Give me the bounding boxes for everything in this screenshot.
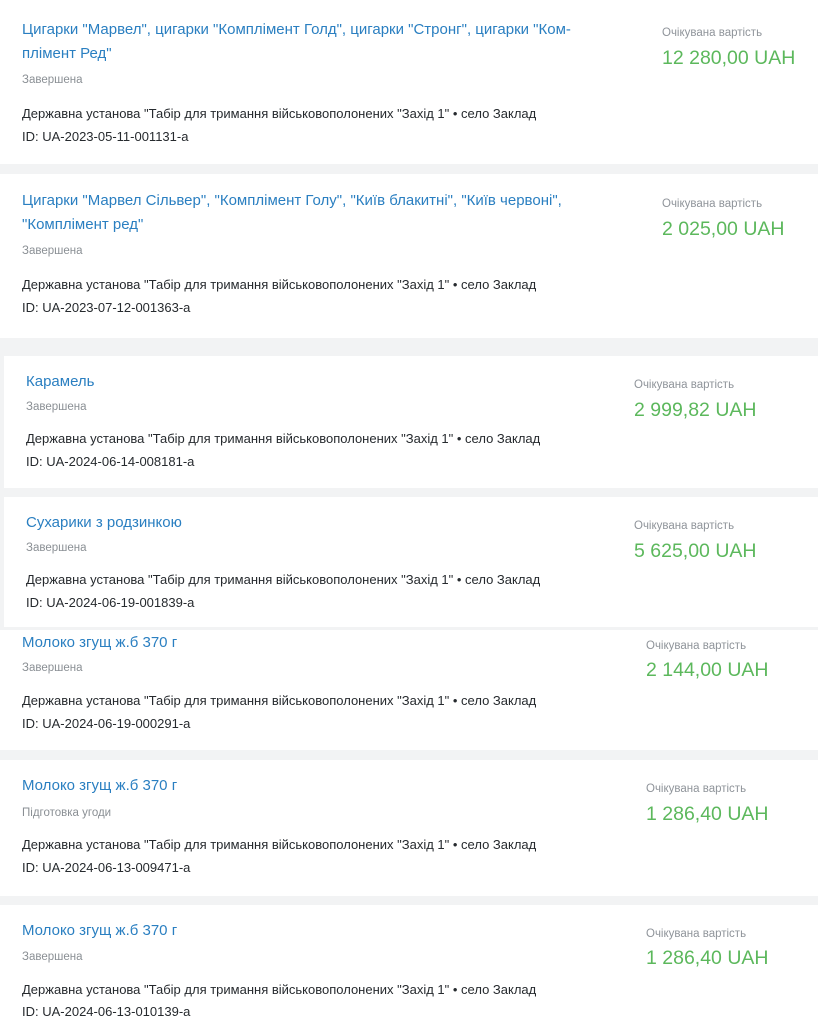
expected-price-label: Очікувана вартість [646, 783, 747, 795]
expected-price: 1 286,40 UAH [646, 803, 769, 825]
tender-card[interactable] [0, 905, 818, 1024]
tender-status: Завершена [22, 245, 83, 257]
tender-card[interactable] [0, 630, 818, 750]
tender-title-link[interactable]: Цигарки "Марвел Сільвер", "Комплімент Голу", "Київ блакитні", "Київ червоні", "Комплімент ред" [22, 192, 562, 233]
tender-id: ID: UA-2024-06-13-009471-a [22, 860, 191, 875]
tender-card[interactable] [4, 497, 818, 627]
tender-organization: Державна установа "Табір для тримання військовополонених "Захід 1" • село Заклад [26, 572, 541, 587]
tender-id: ID: UA-2023-07-12-001363-a [22, 300, 191, 315]
expected-price: 2 144,00 UAH [646, 659, 769, 681]
expected-price: 2 999,82 UAH [634, 399, 757, 421]
tender-id: ID: UA-2024-06-13-010139-a [22, 1004, 191, 1019]
expected-price: 2 025,00 UAH [662, 218, 785, 240]
tender-card[interactable] [0, 760, 818, 896]
tender-id: ID: UA-2024-06-19-000291-a [22, 716, 191, 731]
tender-status: Підготовка угоди [22, 807, 112, 819]
tender-id: ID: UA-2024-06-19-001839-a [26, 595, 195, 610]
expected-price-label: Очікувана вартість [646, 928, 747, 940]
tender-id: ID: UA-2023-05-11-001131-a [22, 129, 189, 144]
expected-price-label: Очікувана вартість [662, 27, 763, 39]
tender-title-link[interactable]: Молоко згущ ж.б 370 г [22, 922, 178, 939]
expected-price-label: Очікувана вартість [634, 520, 735, 532]
tender-organization: Державна установа "Табір для тримання військовополонених "Захід 1" • село Заклад [22, 693, 537, 708]
tender-organization: Державна установа "Табір для тримання військовополонених "Захід 1" • село Заклад [26, 431, 541, 446]
tender-status: Завершена [26, 542, 87, 554]
tender-title-link[interactable]: Молоко згущ ж.б 370 г [22, 634, 178, 651]
expected-price: 1 286,40 UAH [646, 947, 769, 969]
expected-price-label: Очікувана вартість [634, 379, 735, 391]
tender-organization: Державна установа "Табір для тримання військовополонених "Захід 1" • село Заклад [22, 106, 537, 121]
expected-price-label: Очікувана вартість [646, 640, 747, 652]
tender-id: ID: UA-2024-06-14-008181-a [26, 454, 195, 469]
tender-organization: Державна установа "Табір для тримання військовополонених "Захід 1" • село Заклад [22, 982, 537, 997]
expected-price: 12 280,00 UAH [662, 47, 796, 69]
tender-status: Завершена [22, 951, 83, 963]
tender-organization: Державна установа "Табір для тримання військовополонених "Захід 1" • село Заклад [22, 277, 537, 292]
tender-card[interactable] [0, 0, 818, 164]
tender-status: Завершена [26, 401, 87, 413]
expected-price-label: Очікувана вартість [662, 198, 763, 210]
tender-title-link[interactable]: Молоко згущ ж.б 370 г [22, 777, 178, 794]
tender-organization: Державна установа "Табір для тримання військовополонених "Захід 1" • село Заклад [22, 837, 537, 852]
tender-title-link[interactable]: Цигарки "Марвел", цигарки "Комплімент Голд", цигарки "Стронг", цигарки "Ком- плімент Ред" [22, 21, 571, 62]
tender-card[interactable] [4, 356, 818, 488]
tender-status: Завершена [22, 74, 83, 86]
tender-card[interactable] [0, 174, 818, 338]
tender-status: Завершена [22, 662, 83, 674]
expected-price: 5 625,00 UAH [634, 540, 757, 562]
tender-title-link[interactable]: Сухарики з родзинкою [26, 514, 182, 531]
tender-title-link[interactable]: Карамель [26, 373, 95, 390]
